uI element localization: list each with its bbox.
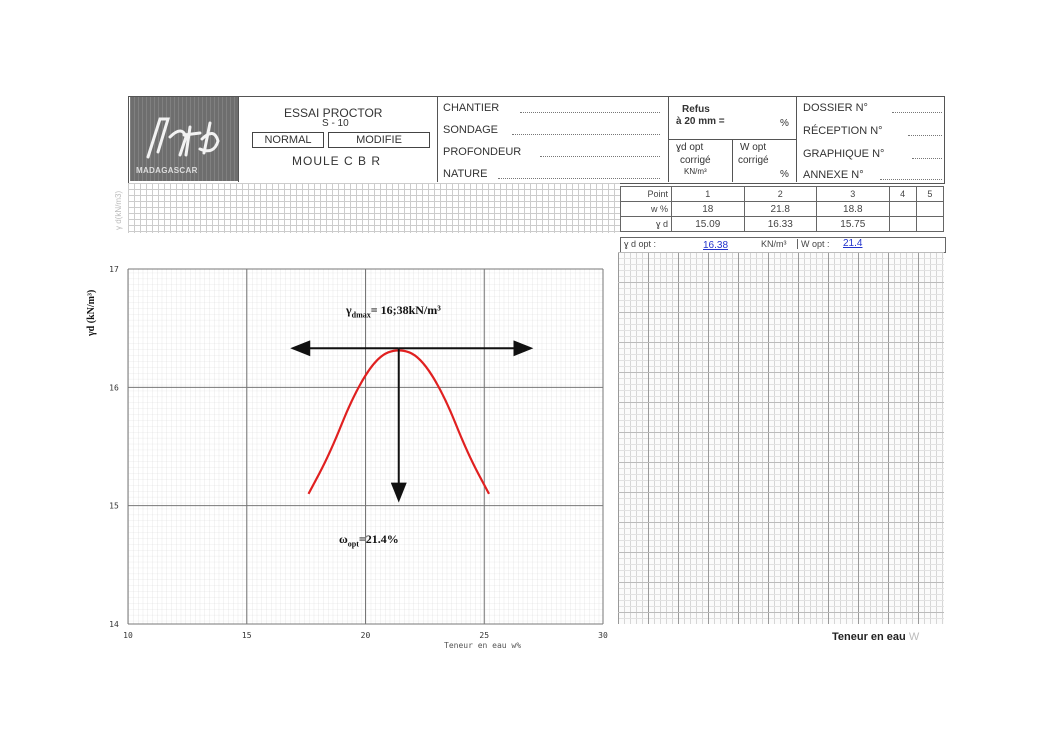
gd-value-4 xyxy=(889,217,916,232)
divider xyxy=(668,139,796,140)
y-tick-label: 16 xyxy=(109,383,119,393)
nature-label: NATURE xyxy=(443,168,488,180)
refus-unit: % xyxy=(780,118,789,129)
logo-caption: MADAGASCAR xyxy=(136,166,198,175)
x-axis-label: Teneur en eau w% xyxy=(444,641,522,650)
divider xyxy=(732,139,733,182)
profondeur-field xyxy=(540,156,660,157)
x-tick-label: 10 xyxy=(123,631,133,640)
bottom-axis-label-text: Teneur en eau xyxy=(832,631,906,643)
table-row-points xyxy=(621,187,944,202)
gdopt-corr-unit: KN/m³ xyxy=(684,167,707,176)
sondage-field xyxy=(512,134,660,135)
y-tick-label: 14 xyxy=(109,620,119,629)
w-value-1: 18 xyxy=(672,202,745,217)
gdopt-corr-1: ɣd opt xyxy=(676,142,704,153)
left-strip-label: γ d(kN/m3) xyxy=(114,190,123,230)
max-annotation-rest: = 16;38kN/m³ xyxy=(370,303,441,317)
mode-normal: NORMAL xyxy=(252,132,324,148)
x-tick-label: 30 xyxy=(598,631,608,640)
y-tick-label: 15 xyxy=(109,501,119,511)
sondage-label: SONDAGE xyxy=(443,124,499,136)
gd-value-2: 16.33 xyxy=(744,217,817,232)
max-annotation-main: γ xyxy=(346,303,352,317)
mould-label: MOULE C B R xyxy=(292,154,382,168)
opt-annotation-rest: =21.4% xyxy=(358,532,399,546)
opt-annotation xyxy=(339,532,399,548)
bottom-axis-label-faded: W xyxy=(908,631,920,643)
wopt-corr-2: corrigé xyxy=(738,155,769,166)
point-3: 3 xyxy=(817,187,890,202)
graphique-label: GRAPHIQUE N° xyxy=(803,148,885,160)
mode-modifie: MODIFIE xyxy=(328,132,430,148)
wopt-corr-unit: % xyxy=(780,169,789,180)
results-table xyxy=(620,186,944,232)
profondeur-label: PROFONDEUR xyxy=(443,146,522,158)
x-tick-label: 25 xyxy=(479,631,490,640)
max-annotation xyxy=(346,303,441,319)
x-tick-label: 15 xyxy=(241,631,252,640)
test-title: ESSAI PROCTOR xyxy=(284,106,383,120)
test-code: S - 10 xyxy=(322,118,349,129)
dossier-label: DOSSIER N° xyxy=(803,102,868,114)
max-annotation-sub: dmax xyxy=(351,310,371,320)
w-value-3: 18.8 xyxy=(817,202,890,217)
gd-header: ɣ d xyxy=(621,217,672,232)
refus-label: Refus xyxy=(682,104,710,115)
chantier-field xyxy=(520,112,660,113)
point-header: Point xyxy=(621,187,672,202)
graphique-field xyxy=(912,158,942,159)
point-1: 1 xyxy=(672,187,745,202)
reception-field xyxy=(908,135,942,136)
w-value-2: 21.8 xyxy=(744,202,817,217)
reception-label: RÉCEPTION N° xyxy=(803,125,883,137)
grid-strip xyxy=(128,183,620,233)
gd-value-3: 15.75 xyxy=(817,217,890,232)
lntpb-logo xyxy=(130,97,238,181)
annexe-field xyxy=(880,179,942,180)
point-4: 4 xyxy=(889,187,916,202)
annexe-label: ANNEXE N° xyxy=(803,169,864,181)
y-axis-label: γd (kN/m³) xyxy=(86,289,97,336)
bottom-axis-label xyxy=(832,631,919,643)
divider xyxy=(437,97,438,182)
refus-size: à 20 mm = xyxy=(676,116,725,127)
gd-value-5 xyxy=(916,217,943,232)
opt-annotation-sub: opt xyxy=(347,539,359,549)
dossier-field xyxy=(892,112,942,113)
opt-row xyxy=(620,237,946,253)
w-value-4 xyxy=(889,202,916,217)
table-row-w xyxy=(621,202,944,217)
gd-value-1: 15.09 xyxy=(672,217,745,232)
point-2: 2 xyxy=(744,187,817,202)
wopt-value: 21.4 xyxy=(843,238,863,249)
y-tick-label: 17 xyxy=(109,265,119,274)
divider xyxy=(238,97,239,182)
point-5: 5 xyxy=(916,187,943,202)
gdopt-corr-2: corrigé xyxy=(680,155,711,166)
blank-graph-grid xyxy=(618,252,944,624)
divider xyxy=(796,97,797,182)
w-value-5 xyxy=(916,202,943,217)
w-header: w % xyxy=(621,202,672,217)
opt-annotation-main: ω xyxy=(339,532,348,546)
chantier-label: CHANTIER xyxy=(443,102,500,114)
gdopt-unit: KN/m³ xyxy=(761,239,787,249)
nature-field xyxy=(498,178,660,179)
gdopt-value: 16.38 xyxy=(703,240,729,251)
gdopt-label: ɣ d opt : xyxy=(624,239,657,249)
table-row-gd xyxy=(621,217,944,232)
wopt-label: W opt : xyxy=(797,239,830,249)
x-tick-label: 20 xyxy=(360,631,371,640)
wopt-corr-1: W opt xyxy=(740,142,767,153)
